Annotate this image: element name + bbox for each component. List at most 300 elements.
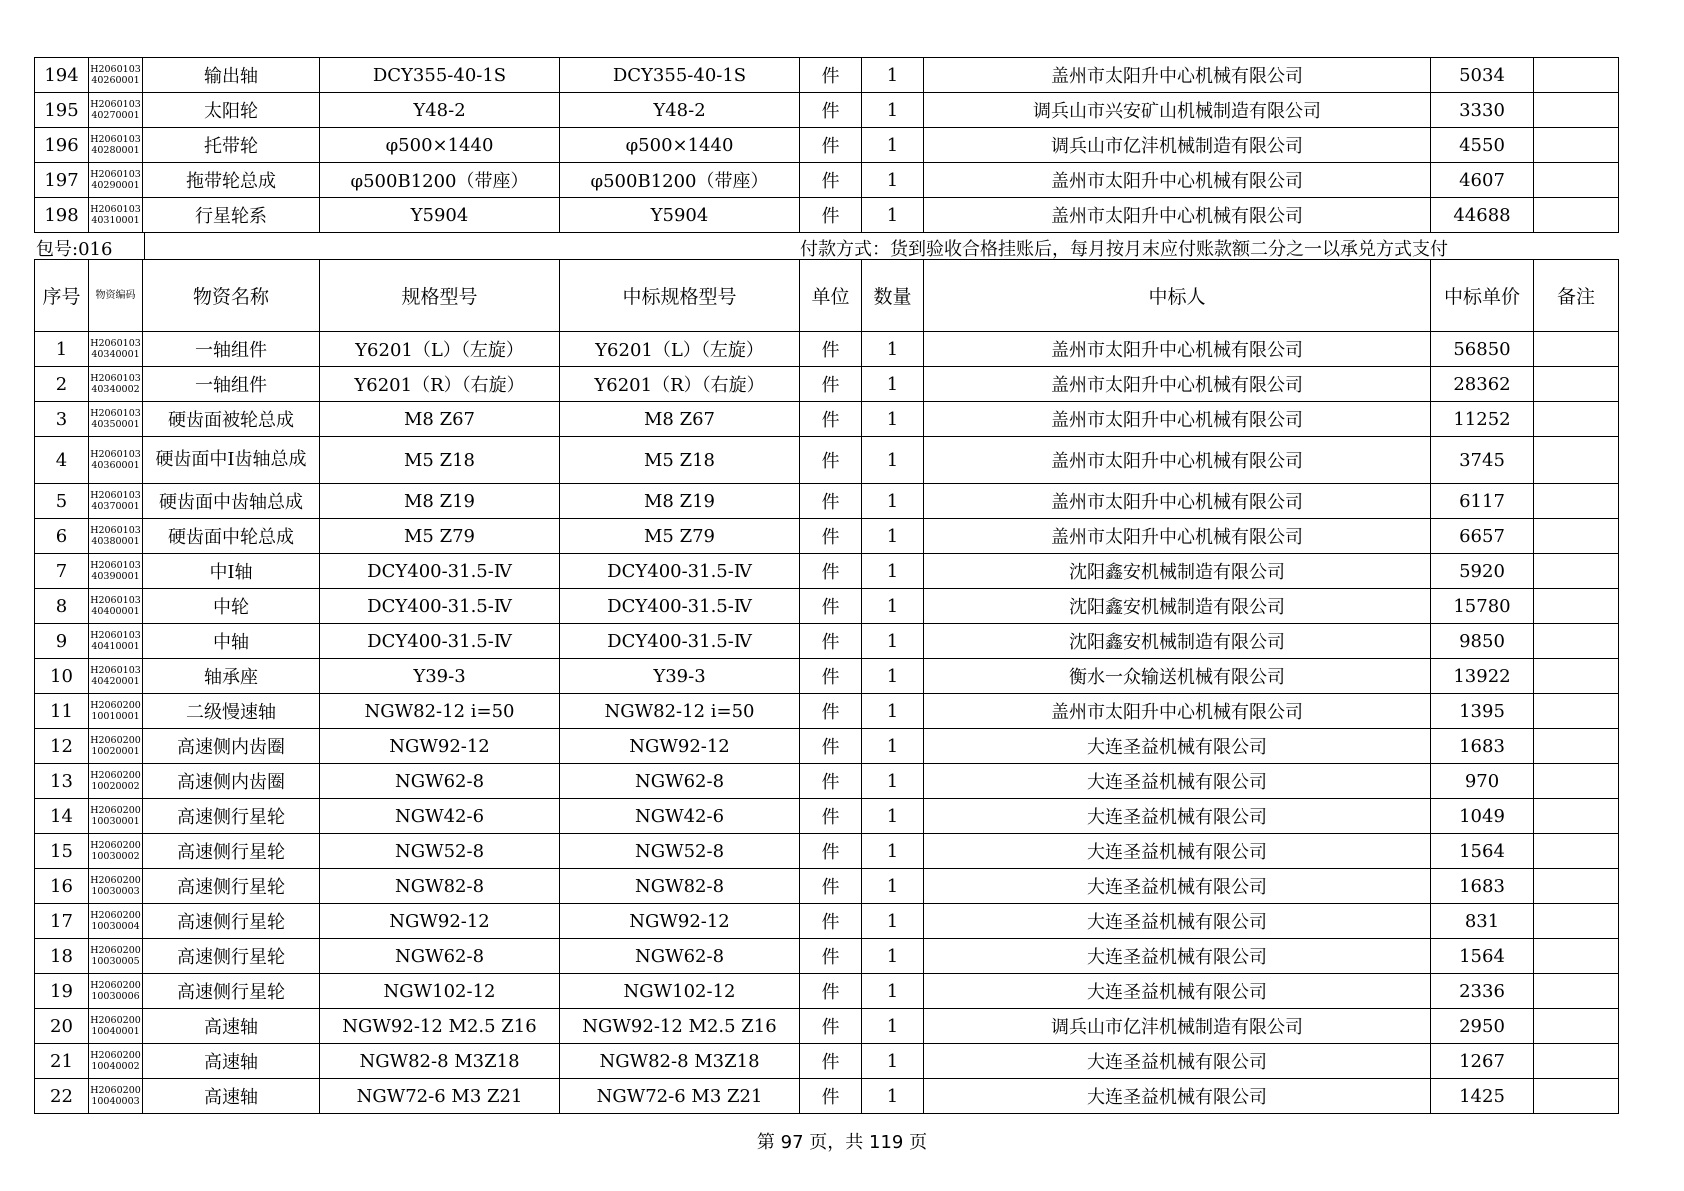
cell-code: H2060103 40340002 — [89, 367, 143, 402]
cell-bid-spec: NGW52-8 — [560, 834, 800, 869]
cell-no: 11 — [35, 694, 89, 729]
cell-bidder: 盖州市太阳升中心机械有限公司 — [924, 198, 1431, 233]
cell-spec: NGW92-12 — [320, 729, 560, 764]
cell-spec: Y5904 — [320, 198, 560, 233]
cell-bid-spec: NGW42-6 — [560, 799, 800, 834]
cell-bidder: 大连圣益机械有限公司 — [924, 974, 1431, 1009]
cell-code: H2060103 40340001 — [89, 332, 143, 367]
table-row — [35, 1044, 1619, 1079]
cell-price: 1564 — [1431, 939, 1534, 974]
cell-remark — [1534, 519, 1619, 554]
cell-name: 高速轴 — [143, 1044, 320, 1079]
cell-remark — [1534, 939, 1619, 974]
cell-qty: 1 — [862, 93, 924, 128]
cell-name: 高速侧行星轮 — [143, 939, 320, 974]
cell-code: H2060200 10040002 — [89, 1044, 143, 1079]
cell-unit: 件 — [800, 834, 862, 869]
cell-name: 一轴组件 — [143, 367, 320, 402]
table-row — [35, 694, 1619, 729]
cell-bidder: 盖州市太阳升中心机械有限公司 — [924, 484, 1431, 519]
cell-unit: 件 — [800, 198, 862, 233]
cell-bid-spec: Y5904 — [560, 198, 800, 233]
payment-terms: 付款方式：货到验收合格挂账后，每月按月末应付账款额二分之一以承兑方式支付 — [800, 239, 1448, 260]
cell-remark — [1534, 904, 1619, 939]
cell-price: 28362 — [1431, 367, 1534, 402]
cell-code: H2060103 40280001 — [89, 128, 143, 163]
cell-name: 拖带轮总成 — [143, 163, 320, 198]
cell-unit: 件 — [800, 554, 862, 589]
table-row — [35, 93, 1619, 128]
cell-unit: 件 — [800, 694, 862, 729]
cell-remark — [1534, 367, 1619, 402]
cell-spec: NGW92-12 M2.5 Z16 — [320, 1009, 560, 1044]
cell-no: 20 — [35, 1009, 89, 1044]
package-number: 包号:016 — [36, 239, 113, 260]
cell-price: 2950 — [1431, 1009, 1534, 1044]
table-row — [35, 402, 1619, 437]
cell-code: H2060200 10040003 — [89, 1079, 143, 1114]
table-row — [35, 58, 1619, 93]
cell-qty: 1 — [862, 1044, 924, 1079]
cell-remark — [1534, 402, 1619, 437]
cell-bidder: 盖州市太阳升中心机械有限公司 — [924, 437, 1431, 484]
cell-no: 5 — [35, 484, 89, 519]
cell-price: 2336 — [1431, 974, 1534, 1009]
cell-qty: 1 — [862, 974, 924, 1009]
cell-bidder: 大连圣益机械有限公司 — [924, 764, 1431, 799]
cell-name: 高速侧行星轮 — [143, 834, 320, 869]
cell-bidder: 衡水一众输送机械有限公司 — [924, 659, 1431, 694]
table-header-row — [35, 260, 1619, 332]
cell-spec: NGW62-8 — [320, 764, 560, 799]
cell-spec: NGW82-12 i=50 — [320, 694, 560, 729]
cell-price: 1564 — [1431, 834, 1534, 869]
header-bidder: 中标人 — [924, 260, 1431, 332]
header-bid-spec: 中标规格型号 — [560, 260, 800, 332]
cell-remark — [1534, 799, 1619, 834]
cell-price: 11252 — [1431, 402, 1534, 437]
cell-no: 9 — [35, 624, 89, 659]
cell-code: H2060103 40370001 — [89, 484, 143, 519]
cell-price: 1049 — [1431, 799, 1534, 834]
cell-name: 托带轮 — [143, 128, 320, 163]
cell-qty: 1 — [862, 659, 924, 694]
table-row — [35, 764, 1619, 799]
cell-qty: 1 — [862, 939, 924, 974]
cell-no: 18 — [35, 939, 89, 974]
cell-bid-spec: Y6201（L）（左旋） — [560, 332, 800, 367]
cell-unit: 件 — [800, 93, 862, 128]
cell-spec: NGW62-8 — [320, 939, 560, 974]
cell-bid-spec: NGW82-8 M3Z18 — [560, 1044, 800, 1079]
cell-spec: M5 Z18 — [320, 437, 560, 484]
table-row — [35, 519, 1619, 554]
table-row — [35, 589, 1619, 624]
cell-remark — [1534, 332, 1619, 367]
cell-code: H2060200 10030005 — [89, 939, 143, 974]
cell-unit: 件 — [800, 519, 862, 554]
cell-remark — [1534, 764, 1619, 799]
cell-name: 轴承座 — [143, 659, 320, 694]
cell-name: 硬齿面被轮总成 — [143, 402, 320, 437]
table-row — [35, 729, 1619, 764]
cell-remark — [1534, 93, 1619, 128]
cell-no: 7 — [35, 554, 89, 589]
cell-price: 56850 — [1431, 332, 1534, 367]
cell-bid-spec: DCY400-31.5-Ⅳ — [560, 554, 800, 589]
cell-bidder: 盖州市太阳升中心机械有限公司 — [924, 519, 1431, 554]
cell-remark — [1534, 1079, 1619, 1114]
cell-qty: 1 — [862, 589, 924, 624]
cell-bidder: 沈阳鑫安机械制造有限公司 — [924, 589, 1431, 624]
cell-no: 4 — [35, 437, 89, 484]
table-row — [35, 659, 1619, 694]
cell-remark — [1534, 834, 1619, 869]
cell-remark — [1534, 554, 1619, 589]
table-row — [35, 834, 1619, 869]
cell-code: H2060103 40420001 — [89, 659, 143, 694]
header-unit: 单位 — [800, 260, 862, 332]
table-row — [35, 869, 1619, 904]
cell-code: H2060200 10030004 — [89, 904, 143, 939]
cell-remark — [1534, 589, 1619, 624]
cell-no: 6 — [35, 519, 89, 554]
cell-qty: 1 — [862, 834, 924, 869]
cell-name: 中轴 — [143, 624, 320, 659]
cell-bid-spec: Y48-2 — [560, 93, 800, 128]
cell-code: H2060103 40350001 — [89, 402, 143, 437]
cell-bidder: 盖州市太阳升中心机械有限公司 — [924, 332, 1431, 367]
package-info-row — [34, 233, 1616, 259]
cell-unit: 件 — [800, 974, 862, 1009]
cell-spec: NGW72-6 M3 Z21 — [320, 1079, 560, 1114]
header-name: 物资名称 — [143, 260, 320, 332]
cell-no: 196 — [35, 128, 89, 163]
cell-remark — [1534, 694, 1619, 729]
cell-spec: NGW42-6 — [320, 799, 560, 834]
cell-spec: Y6201（L）（左旋） — [320, 332, 560, 367]
table-row — [35, 1079, 1619, 1114]
cell-qty: 1 — [862, 869, 924, 904]
header-code: 物资编码 — [89, 260, 143, 332]
cell-price: 13922 — [1431, 659, 1534, 694]
cell-qty: 1 — [862, 799, 924, 834]
cell-remark — [1534, 163, 1619, 198]
cell-name: 高速侧行星轮 — [143, 869, 320, 904]
cell-bid-spec: φ500×1440 — [560, 128, 800, 163]
cell-name: 行星轮系 — [143, 198, 320, 233]
cell-name: 高速侧内齿圈 — [143, 729, 320, 764]
cell-spec: DCY400-31.5-Ⅳ — [320, 624, 560, 659]
cell-name: 高速轴 — [143, 1079, 320, 1114]
cell-qty: 1 — [862, 694, 924, 729]
cell-bidder: 盖州市太阳升中心机械有限公司 — [924, 402, 1431, 437]
cell-bid-spec: DCY400-31.5-Ⅳ — [560, 624, 800, 659]
cell-price: 831 — [1431, 904, 1534, 939]
cell-no: 22 — [35, 1079, 89, 1114]
cell-bidder: 大连圣益机械有限公司 — [924, 904, 1431, 939]
cell-no: 12 — [35, 729, 89, 764]
cell-unit: 件 — [800, 128, 862, 163]
cell-unit: 件 — [800, 367, 862, 402]
cell-qty: 1 — [862, 332, 924, 367]
table-row — [35, 939, 1619, 974]
cell-qty: 1 — [862, 519, 924, 554]
cell-unit: 件 — [800, 1079, 862, 1114]
cell-no: 15 — [35, 834, 89, 869]
cell-name: 硬齿面中I齿轴总成 — [143, 437, 320, 484]
cell-bidder: 盖州市太阳升中心机械有限公司 — [924, 58, 1431, 93]
cell-spec: Y6201（R）（右旋） — [320, 367, 560, 402]
cell-spec: DCY355-40-1S — [320, 58, 560, 93]
table-row — [35, 128, 1619, 163]
cell-remark — [1534, 974, 1619, 1009]
header-spec: 规格型号 — [320, 260, 560, 332]
cell-bidder: 盖州市太阳升中心机械有限公司 — [924, 367, 1431, 402]
cell-remark — [1534, 128, 1619, 163]
cell-bid-spec: M8 Z67 — [560, 402, 800, 437]
cell-name: 太阳轮 — [143, 93, 320, 128]
cell-price: 3745 — [1431, 437, 1534, 484]
cell-qty: 1 — [862, 484, 924, 519]
cell-spec: NGW92-12 — [320, 904, 560, 939]
table-row — [35, 904, 1619, 939]
cell-spec: Y48-2 — [320, 93, 560, 128]
cell-spec: NGW52-8 — [320, 834, 560, 869]
cell-remark — [1534, 659, 1619, 694]
cell-no: 2 — [35, 367, 89, 402]
cell-no: 3 — [35, 402, 89, 437]
cell-remark — [1534, 729, 1619, 764]
cell-bidder: 调兵山市亿沣机械制造有限公司 — [924, 128, 1431, 163]
cell-remark — [1534, 484, 1619, 519]
cell-spec: M8 Z19 — [320, 484, 560, 519]
cell-bid-spec: NGW92-12 — [560, 904, 800, 939]
cell-qty: 1 — [862, 764, 924, 799]
cell-no: 19 — [35, 974, 89, 1009]
cell-name: 高速轴 — [143, 1009, 320, 1044]
cell-unit: 件 — [800, 332, 862, 367]
cell-bidder: 大连圣益机械有限公司 — [924, 939, 1431, 974]
cell-spec: M5 Z79 — [320, 519, 560, 554]
cell-no: 198 — [35, 198, 89, 233]
cell-unit: 件 — [800, 1009, 862, 1044]
cell-name: 中轮 — [143, 589, 320, 624]
cell-bidder: 调兵山市兴安矿山机械制造有限公司 — [924, 93, 1431, 128]
cell-no: 194 — [35, 58, 89, 93]
cell-qty: 1 — [862, 163, 924, 198]
cell-no: 195 — [35, 93, 89, 128]
cell-bid-spec: Y6201（R）（右旋） — [560, 367, 800, 402]
cell-bidder: 大连圣益机械有限公司 — [924, 834, 1431, 869]
cell-bidder: 大连圣益机械有限公司 — [924, 799, 1431, 834]
cell-bid-spec: NGW102-12 — [560, 974, 800, 1009]
cell-no: 197 — [35, 163, 89, 198]
cell-bidder: 大连圣益机械有限公司 — [924, 1079, 1431, 1114]
header-remark: 备注 — [1534, 260, 1619, 332]
cell-unit: 件 — [800, 484, 862, 519]
cell-no: 1 — [35, 332, 89, 367]
cell-unit: 件 — [800, 1044, 862, 1079]
cell-unit: 件 — [800, 764, 862, 799]
table-row — [35, 198, 1619, 233]
cell-unit: 件 — [800, 402, 862, 437]
cell-bid-spec: M5 Z79 — [560, 519, 800, 554]
cell-code: H2060103 40310001 — [89, 198, 143, 233]
cell-code: H2060103 40400001 — [89, 589, 143, 624]
cell-name: 一轴组件 — [143, 332, 320, 367]
table-row — [35, 367, 1619, 402]
table-row — [35, 554, 1619, 589]
cell-bid-spec: DCY355-40-1S — [560, 58, 800, 93]
cell-qty: 1 — [862, 58, 924, 93]
cell-code: H2060200 10020001 — [89, 729, 143, 764]
cell-qty: 1 — [862, 198, 924, 233]
table-row — [35, 1009, 1619, 1044]
cell-name: 硬齿面中轮总成 — [143, 519, 320, 554]
cell-bid-spec: M8 Z19 — [560, 484, 800, 519]
table-row — [35, 332, 1619, 367]
cell-spec: NGW82-8 — [320, 869, 560, 904]
cell-code: H2060103 40390001 — [89, 554, 143, 589]
cell-unit: 件 — [800, 729, 862, 764]
cell-code: H2060200 10030006 — [89, 974, 143, 1009]
cell-price: 1683 — [1431, 729, 1534, 764]
cell-qty: 1 — [862, 554, 924, 589]
cell-bidder: 沈阳鑫安机械制造有限公司 — [924, 554, 1431, 589]
cell-qty: 1 — [862, 437, 924, 484]
cell-bidder: 盖州市太阳升中心机械有限公司 — [924, 163, 1431, 198]
cell-price: 5034 — [1431, 58, 1534, 93]
cell-price: 6657 — [1431, 519, 1534, 554]
cell-spec: M8 Z67 — [320, 402, 560, 437]
cell-price: 1683 — [1431, 869, 1534, 904]
cell-bid-spec: NGW92-12 — [560, 729, 800, 764]
table-row — [35, 484, 1619, 519]
cell-code: H2060200 10040001 — [89, 1009, 143, 1044]
cell-name: 高速侧行星轮 — [143, 974, 320, 1009]
header-price: 中标单价 — [1431, 260, 1534, 332]
cell-code: H2060200 10020002 — [89, 764, 143, 799]
cell-price: 1395 — [1431, 694, 1534, 729]
cell-code: H2060103 40260001 — [89, 58, 143, 93]
cell-bid-spec: NGW62-8 — [560, 939, 800, 974]
cell-qty: 1 — [862, 904, 924, 939]
cell-name: 二级慢速轴 — [143, 694, 320, 729]
package-divider — [144, 233, 145, 259]
cell-code: H2060200 10030001 — [89, 799, 143, 834]
cell-price: 15780 — [1431, 589, 1534, 624]
cell-code: H2060200 10010001 — [89, 694, 143, 729]
cell-qty: 1 — [862, 1079, 924, 1114]
cell-qty: 1 — [862, 402, 924, 437]
page-footer: 第 97 页，共 119 页 — [756, 1132, 928, 1153]
cell-no: 17 — [35, 904, 89, 939]
cell-bidder: 大连圣益机械有限公司 — [924, 729, 1431, 764]
cell-unit: 件 — [800, 904, 862, 939]
cell-unit: 件 — [800, 869, 862, 904]
cell-bid-spec: NGW62-8 — [560, 764, 800, 799]
cell-price: 970 — [1431, 764, 1534, 799]
cell-bid-spec: φ500B1200（带座） — [560, 163, 800, 198]
cell-remark — [1534, 198, 1619, 233]
cell-unit: 件 — [800, 799, 862, 834]
cell-bidder: 盖州市太阳升中心机械有限公司 — [924, 694, 1431, 729]
table-row — [35, 974, 1619, 1009]
cell-bid-spec: NGW82-12 i=50 — [560, 694, 800, 729]
cell-price: 5920 — [1431, 554, 1534, 589]
procurement-table-continued — [34, 57, 1619, 233]
cell-unit: 件 — [800, 163, 862, 198]
header-no: 序号 — [35, 260, 89, 332]
cell-spec: NGW102-12 — [320, 974, 560, 1009]
cell-code: H2060200 10030002 — [89, 834, 143, 869]
cell-name: 输出轴 — [143, 58, 320, 93]
cell-bidder: 沈阳鑫安机械制造有限公司 — [924, 624, 1431, 659]
cell-bid-spec: Y39-3 — [560, 659, 800, 694]
cell-name: 中Ⅰ轴 — [143, 554, 320, 589]
cell-code: H2060103 40360001 — [89, 437, 143, 484]
cell-bidder: 调兵山市亿沣机械制造有限公司 — [924, 1009, 1431, 1044]
cell-remark — [1534, 624, 1619, 659]
cell-code: H2060103 40380001 — [89, 519, 143, 554]
cell-bidder: 大连圣益机械有限公司 — [924, 1044, 1431, 1079]
cell-unit: 件 — [800, 589, 862, 624]
cell-spec: NGW82-8 M3Z18 — [320, 1044, 560, 1079]
cell-price: 3330 — [1431, 93, 1534, 128]
cell-remark — [1534, 1044, 1619, 1079]
cell-unit: 件 — [800, 659, 862, 694]
cell-name: 高速侧行星轮 — [143, 799, 320, 834]
cell-price: 44688 — [1431, 198, 1534, 233]
cell-bid-spec: DCY400-31.5-Ⅳ — [560, 589, 800, 624]
cell-bidder: 大连圣益机械有限公司 — [924, 869, 1431, 904]
cell-code: H2060200 10030003 — [89, 869, 143, 904]
cell-code: H2060103 40290001 — [89, 163, 143, 198]
cell-qty: 1 — [862, 1009, 924, 1044]
cell-price: 6117 — [1431, 484, 1534, 519]
cell-price: 1425 — [1431, 1079, 1534, 1114]
cell-price: 4550 — [1431, 128, 1534, 163]
cell-no: 14 — [35, 799, 89, 834]
cell-spec: DCY400-31.5-Ⅳ — [320, 554, 560, 589]
cell-unit: 件 — [800, 939, 862, 974]
cell-qty: 1 — [862, 624, 924, 659]
table-row — [35, 163, 1619, 198]
cell-qty: 1 — [862, 729, 924, 764]
cell-spec: φ500×1440 — [320, 128, 560, 163]
cell-remark — [1534, 58, 1619, 93]
procurement-table — [34, 259, 1619, 1114]
cell-no: 13 — [35, 764, 89, 799]
cell-qty: 1 — [862, 128, 924, 163]
cell-no: 21 — [35, 1044, 89, 1079]
cell-name: 硬齿面中齿轴总成 — [143, 484, 320, 519]
cell-price: 4607 — [1431, 163, 1534, 198]
table-row — [35, 799, 1619, 834]
table-row — [35, 437, 1619, 484]
cell-price: 9850 — [1431, 624, 1534, 659]
cell-code: H2060103 40270001 — [89, 93, 143, 128]
cell-remark — [1534, 437, 1619, 484]
cell-name: 高速侧行星轮 — [143, 904, 320, 939]
cell-code: H2060103 40410001 — [89, 624, 143, 659]
cell-unit: 件 — [800, 58, 862, 93]
cell-name: 高速侧内齿圈 — [143, 764, 320, 799]
cell-no: 16 — [35, 869, 89, 904]
cell-price: 1267 — [1431, 1044, 1534, 1079]
cell-no: 8 — [35, 589, 89, 624]
